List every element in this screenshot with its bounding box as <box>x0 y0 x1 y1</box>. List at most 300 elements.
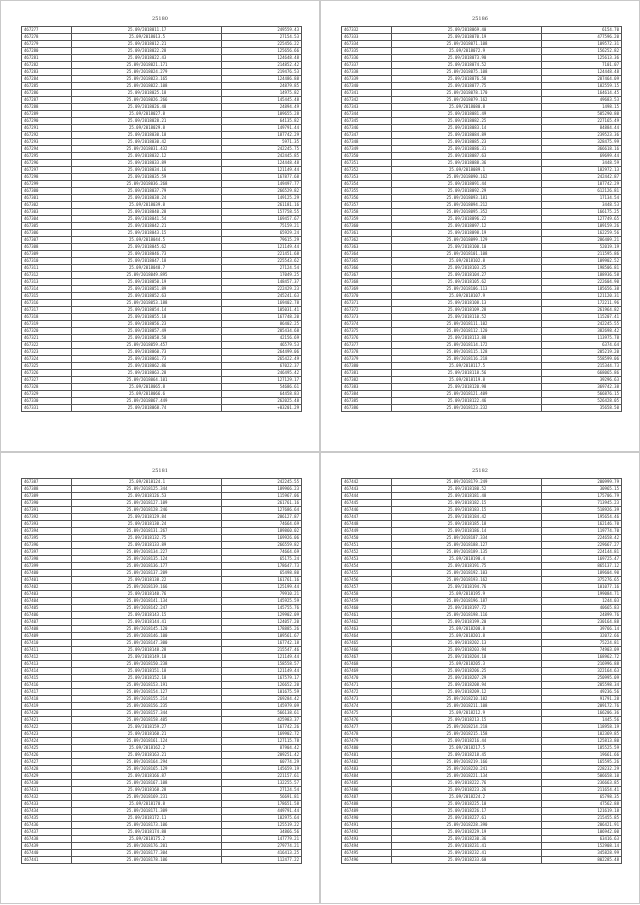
reference-cell: 25.09/2018058.58 <box>72 335 222 342</box>
amount-cell: 127749.65 <box>542 216 622 223</box>
amount-cell: 56691.81 <box>222 794 302 801</box>
record-id-cell: 467441 <box>22 857 72 864</box>
record-id-cell: 467401 <box>22 577 72 584</box>
reference-cell: 25.09/2018233.60 <box>392 857 542 864</box>
table-row <box>22 286 302 293</box>
table-row <box>342 717 622 724</box>
record-id-cell: 467377 <box>342 342 392 349</box>
reference-cell: 25.09/2018209.12 <box>392 689 542 696</box>
record-id-cell: 467420 <box>22 710 72 717</box>
reference-cell: 25.09/2018218.45 <box>392 752 542 759</box>
reference-cell: 25.09/2018057.49 <box>72 328 222 335</box>
table-row <box>22 279 302 286</box>
table-row <box>342 76 622 83</box>
record-id-cell: 467344 <box>342 111 392 118</box>
reference-cell: 25.09/2018128.246 <box>72 507 222 514</box>
reference-cell: 25.09/2018191.75 <box>392 563 542 570</box>
amount-cell: 449791.44 <box>222 808 302 815</box>
table-row <box>342 612 622 619</box>
table-row <box>22 787 302 794</box>
record-id-cell: 467493 <box>342 836 392 843</box>
record-id-cell: 467365 <box>342 258 392 265</box>
table-row <box>22 479 302 486</box>
reference-cell: 25.09/2018125.344 <box>72 486 222 493</box>
table-row <box>22 542 302 549</box>
reference-cell: 25.09/2018172.11 <box>72 815 222 822</box>
table-row <box>22 202 302 209</box>
table-row <box>342 493 622 500</box>
table-row <box>22 356 302 363</box>
table-row <box>22 293 302 300</box>
amount-cell: 39766.14 <box>542 626 622 633</box>
amount-cell: 164614.45 <box>542 90 622 97</box>
table-row <box>22 717 302 724</box>
table-row <box>22 167 302 174</box>
reference-cell: 25.09/2018186.14 <box>392 528 542 535</box>
table-row <box>342 591 622 598</box>
record-id-cell: 467343 <box>342 104 392 111</box>
reference-cell: 25.09/2018120.98 <box>392 384 542 391</box>
record-id-cell: 467468 <box>342 661 392 668</box>
record-id-cell: 467286 <box>22 90 72 97</box>
table-row <box>22 759 302 766</box>
record-id-cell: 467304 <box>22 216 72 223</box>
reference-cell: 25.09/2018159.27 <box>72 724 222 731</box>
amount-cell: 369742.38 <box>542 384 622 391</box>
table-row <box>22 34 302 41</box>
amount-cell: 127129.17 <box>222 377 302 384</box>
record-id-cell: 467352 <box>342 167 392 174</box>
record-id-cell: 467470 <box>342 675 392 682</box>
reference-cell: 25.09/2018162.2 <box>72 745 222 752</box>
amount-cell: 149497.77 <box>222 181 302 188</box>
table-row <box>22 111 302 118</box>
record-table <box>21 26 302 412</box>
reference-cell: 25.09/2018075.108 <box>392 69 542 76</box>
record-id-cell: 467303 <box>22 209 72 216</box>
table-row <box>342 405 622 412</box>
record-id-cell: 467311 <box>22 265 72 272</box>
record-id-cell: 467402 <box>22 584 72 591</box>
table-row <box>342 738 622 745</box>
reference-cell: 25.09/2018181.48 <box>392 493 542 500</box>
table-row <box>342 626 622 633</box>
record-id-cell: 467408 <box>22 626 72 633</box>
record-id-cell: 467358 <box>342 209 392 216</box>
record-id-cell: 467296 <box>22 160 72 167</box>
record-id-cell: 467345 <box>342 118 392 125</box>
table-row <box>342 174 622 181</box>
table-row <box>22 363 302 370</box>
reference-cell: 25.09/2018208.94 <box>392 682 542 689</box>
reference-cell: 25.09/2018061.73 <box>72 356 222 363</box>
table-row <box>342 139 622 146</box>
amount-cell: 49236.56 <box>542 689 622 696</box>
table-row <box>22 146 302 153</box>
table-row <box>22 703 302 710</box>
reference-cell: 25.09/2018062.86 <box>72 363 222 370</box>
page-number: 25181 <box>152 468 168 474</box>
table-row <box>342 724 622 731</box>
record-id-cell: 467369 <box>342 286 392 293</box>
amount-cell: 169902.72 <box>222 731 302 738</box>
record-id-cell: 467289 <box>22 111 72 118</box>
amount-cell: 261761.16 <box>222 500 302 507</box>
record-id-cell: 467392 <box>22 514 72 521</box>
record-id-cell: 467372 <box>342 307 392 314</box>
reference-cell: 25.09/2018225.10 <box>392 801 542 808</box>
reference-cell: 25.09/2018023.165 <box>72 76 222 83</box>
amount-cell: 265422.49 <box>222 356 302 363</box>
record-table <box>341 478 622 864</box>
table-row <box>342 619 622 626</box>
reference-cell: 25.09/2018153.191 <box>72 682 222 689</box>
reference-cell: 25.09/2018031.432 <box>72 146 222 153</box>
reference-cell: 25.09/2018086.31 <box>392 146 542 153</box>
amount-cell: 219476.53 <box>222 69 302 76</box>
record-id-cell: 467329 <box>22 391 72 398</box>
record-id-cell: 467466 <box>342 647 392 654</box>
record-id-cell: 467353 <box>342 174 392 181</box>
reference-cell: 25.09/2018072.9 <box>392 48 542 55</box>
amount-cell: 506658.10 <box>542 773 622 780</box>
table-row <box>22 118 302 125</box>
record-id-cell: 467453 <box>342 556 392 563</box>
record-id-cell: 467278 <box>22 34 72 41</box>
amount-cell: 375276.65 <box>542 577 622 584</box>
amount-cell: 182972.13 <box>542 167 622 174</box>
record-id-cell: 467386 <box>342 405 392 412</box>
table-row <box>342 682 622 689</box>
record-id-cell: 467484 <box>342 773 392 780</box>
reference-cell: 25.09/2018158.405 <box>72 717 222 724</box>
reference-cell: 25.09/2018138.22 <box>72 577 222 584</box>
record-id-cell: 467449 <box>342 528 392 535</box>
reference-cell: 25.09/2018116.218 <box>392 356 542 363</box>
record-id-cell: 467373 <box>342 314 392 321</box>
table-row <box>342 759 622 766</box>
table-row <box>22 731 302 738</box>
table-row <box>22 563 302 570</box>
reference-cell: 25.09/2018193.162 <box>392 577 542 584</box>
reference-cell: 25.09/2018196.187 <box>392 598 542 605</box>
amount-cell: 188936.58 <box>542 272 622 279</box>
reference-cell: 25.09/2018232.41 <box>392 850 542 857</box>
reference-cell: 25.09/2018136.177 <box>72 563 222 570</box>
table-row <box>22 710 302 717</box>
amount-cell: 185656.38 <box>542 286 622 293</box>
table-row <box>22 843 302 850</box>
table-row <box>22 654 302 661</box>
record-id-cell: 467431 <box>22 787 72 794</box>
amount-cell: 109159.26 <box>542 223 622 230</box>
amount-cell: 185525.59 <box>542 745 622 752</box>
record-id-cell: 467383 <box>342 384 392 391</box>
record-id-cell: 467486 <box>342 787 392 794</box>
table-row <box>342 195 622 202</box>
table-row <box>342 773 622 780</box>
record-id-cell: 467317 <box>22 307 72 314</box>
table-row <box>22 682 302 689</box>
amount-cell: 109572.31 <box>542 41 622 48</box>
table-row <box>342 710 622 717</box>
reference-cell: 25.09/2018105.62 <box>392 279 542 286</box>
record-id-cell: 467299 <box>22 181 72 188</box>
table-row <box>22 640 302 647</box>
record-id-cell: 467487 <box>342 794 392 801</box>
reference-cell: 25.09/2018111.102 <box>392 321 542 328</box>
record-id-cell: 467349 <box>342 146 392 153</box>
table-row <box>22 857 302 864</box>
reference-cell: 25.09/2018219.166 <box>392 759 542 766</box>
table-row <box>22 486 302 493</box>
page-bottom-left <box>0 452 320 904</box>
table-row <box>22 153 302 160</box>
reference-cell: 25.09/2018201.8 <box>392 633 542 640</box>
table-row <box>22 766 302 773</box>
table-row <box>342 486 622 493</box>
table-row <box>342 766 622 773</box>
table-row <box>342 286 622 293</box>
amount-cell: 229667.27 <box>542 542 622 549</box>
table-row <box>22 41 302 48</box>
reference-cell: 25.09/2018203.94 <box>392 647 542 654</box>
reference-cell: 25.09/2018100.10 <box>392 244 542 251</box>
reference-cell: 25.09/2018043.15 <box>72 230 222 237</box>
reference-cell: 25.09/2018065.8 <box>72 384 222 391</box>
reference-cell: 25.09/2018089.1 <box>392 167 542 174</box>
table-row <box>22 405 302 412</box>
table-row <box>22 500 302 507</box>
table-row <box>342 202 622 209</box>
amount-cell: 224658.42 <box>542 535 622 542</box>
reference-cell: 25.09/2018170.8 <box>72 801 222 808</box>
reference-cell: 25.09/2018214.218 <box>392 724 542 731</box>
reference-cell: 25.09/2018053.188 <box>72 300 222 307</box>
page-number: 25182 <box>472 468 488 474</box>
record-id-cell: 467494 <box>342 843 392 850</box>
record-id-cell: 467474 <box>342 703 392 710</box>
amount-cell: 505290.80 <box>542 111 622 118</box>
record-id-cell: 467467 <box>342 654 392 661</box>
table-row <box>342 570 622 577</box>
amount-cell: 169402.78 <box>222 300 302 307</box>
record-id-cell: 467454 <box>342 563 392 570</box>
amount-cell: 366618.16 <box>542 146 622 153</box>
record-id-cell: 467350 <box>342 153 392 160</box>
amount-cell: 269284.42 <box>222 696 302 703</box>
reference-cell: 25.09/2018185.18 <box>392 521 542 528</box>
reference-cell: 25.09/2018044.5 <box>72 237 222 244</box>
amount-cell: 668065.86 <box>542 370 622 377</box>
reference-cell: 25.09/2018130.24 <box>72 521 222 528</box>
table-row <box>22 216 302 223</box>
record-id-cell: 467351 <box>342 160 392 167</box>
amount-cell: 49683.53 <box>542 97 622 104</box>
record-id-cell: 467460 <box>342 605 392 612</box>
table-row <box>22 619 302 626</box>
record-id-cell: 467463 <box>342 626 392 633</box>
record-id-cell: 467421 <box>22 717 72 724</box>
table-row <box>342 801 622 808</box>
record-id-cell: 467348 <box>342 139 392 146</box>
table-row <box>22 342 302 349</box>
amount-cell: 7101.07 <box>542 62 622 69</box>
amount-cell: 189860.02 <box>222 528 302 535</box>
table-row <box>22 188 302 195</box>
reference-cell: 25.09/2018032.12 <box>72 153 222 160</box>
amount-cell: 65498.80 <box>222 570 302 577</box>
reference-cell: 25.09/2018154.127 <box>72 689 222 696</box>
amount-cell: 225456.22 <box>222 41 302 48</box>
record-id-cell: 467409 <box>22 633 72 640</box>
amount-cell: 187742.29 <box>222 132 302 139</box>
record-id-cell: 467342 <box>342 97 392 104</box>
record-id-cell: 467334 <box>342 41 392 48</box>
amount-cell: 107742.29 <box>542 181 622 188</box>
table-row <box>22 661 302 668</box>
record-id-cell: 467424 <box>22 738 72 745</box>
record-id-cell: 467282 <box>22 62 72 69</box>
amount-cell: 145659.19 <box>222 766 302 773</box>
table-row <box>22 195 302 202</box>
reference-cell: 25.09/2018200.8 <box>392 626 542 633</box>
reference-cell: 25.09/2018070.19 <box>392 34 542 41</box>
record-id-cell: 467430 <box>22 780 72 787</box>
record-id-cell: 467399 <box>22 563 72 570</box>
reference-cell: 25.09/2018034.16 <box>72 167 222 174</box>
reference-cell: 25.09/2018080.8 <box>392 104 542 111</box>
table-row <box>342 822 622 829</box>
reference-cell: 25.09/2018173.106 <box>72 822 222 829</box>
table-row <box>342 342 622 349</box>
table-row <box>22 90 302 97</box>
reference-cell: 25.09/2018097.12 <box>392 223 542 230</box>
amount-cell: 148457.37 <box>222 279 302 286</box>
amount-cell: 167742.26 <box>222 724 302 731</box>
amount-cell: 115967.06 <box>222 493 302 500</box>
reference-cell: 25.09/2018227.61 <box>392 815 542 822</box>
amount-cell: 84884.44 <box>542 125 622 132</box>
amount-cell: 167742.18 <box>222 640 302 647</box>
amount-cell: 518926.39 <box>542 507 622 514</box>
reference-cell: 25.09/2018030.42 <box>72 139 222 146</box>
table-row <box>22 223 302 230</box>
record-id-cell: 467298 <box>22 174 72 181</box>
record-id-cell: 467291 <box>22 125 72 132</box>
reference-cell: 25.09/2018229.19 <box>392 829 542 836</box>
table-row <box>342 118 622 125</box>
reference-cell: 25.09/2018073.90 <box>392 55 542 62</box>
reference-cell: 25.09/2018060.73 <box>72 349 222 356</box>
record-id-cell: 467406 <box>22 612 72 619</box>
page-number: 25180 <box>152 16 168 22</box>
record-id-cell: 467440 <box>22 850 72 857</box>
reference-cell: 25.09/2018013.5 <box>72 34 222 41</box>
reference-cell: 25.09/2018164.294 <box>72 759 222 766</box>
reference-cell: 25.09/2018132.75 <box>72 535 222 542</box>
amount-cell: 27124.54 <box>222 265 302 272</box>
record-id-cell: 467489 <box>342 808 392 815</box>
record-id-cell: 467435 <box>22 815 72 822</box>
reference-cell: 25.09/2018054.14 <box>72 307 222 314</box>
table-row <box>342 815 622 822</box>
reference-cell: 25.09/2018085.23 <box>392 139 542 146</box>
amount-cell: 169725.47 <box>542 556 622 563</box>
table-row <box>342 598 622 605</box>
amount-cell: 242245.55 <box>222 479 302 486</box>
record-id-cell: 467379 <box>342 356 392 363</box>
table-row <box>22 696 302 703</box>
table-row <box>342 272 622 279</box>
table-row <box>342 521 622 528</box>
reference-cell: 25.09/2018067.449 <box>72 398 222 405</box>
record-id-cell: 467309 <box>22 251 72 258</box>
table-row <box>22 335 302 342</box>
reference-cell: 25.09/2018098.19 <box>392 230 542 237</box>
table-row <box>342 62 622 69</box>
reference-cell: 25.09/2018113.88 <box>392 335 542 342</box>
record-id-cell: 467330 <box>22 398 72 405</box>
amount-cell: 3448.59 <box>542 160 622 167</box>
page-top-right <box>320 0 640 452</box>
reference-cell: 25.09/2018048.7 <box>72 265 222 272</box>
amount-cell: 239523.36 <box>542 132 622 139</box>
amount-cell: 162259.56 <box>542 230 622 237</box>
reference-cell: 25.09/2018123.232 <box>392 405 542 412</box>
amount-cell: 328475.99 <box>542 139 622 146</box>
reference-cell: 25.09/2018012.21 <box>72 41 222 48</box>
table-row <box>342 27 622 34</box>
table-row <box>342 153 622 160</box>
amount-cell: 102975.64 <box>222 815 302 822</box>
reference-cell: 25.09/2018129.84 <box>72 514 222 521</box>
amount-cell: 118958.19 <box>542 724 622 731</box>
table-row <box>342 167 622 174</box>
table-row <box>342 668 622 675</box>
record-id-cell: 467464 <box>342 633 392 640</box>
table-row <box>342 752 622 759</box>
record-id-cell: 467313 <box>22 279 72 286</box>
record-id-cell: 467413 <box>22 661 72 668</box>
record-id-cell: 467465 <box>342 640 392 647</box>
reference-cell: 25.09/2018231.41 <box>392 843 542 850</box>
table-row <box>22 745 302 752</box>
table-row <box>22 160 302 167</box>
record-table <box>341 26 622 412</box>
table-row <box>22 773 302 780</box>
record-id-cell: 467336 <box>342 55 392 62</box>
table-row <box>342 654 622 661</box>
record-id-cell: 467422 <box>22 724 72 731</box>
amount-cell: 169457.67 <box>222 216 302 223</box>
amount-cell: 105031.41 <box>222 307 302 314</box>
table-row <box>342 356 622 363</box>
table-row <box>342 279 622 286</box>
amount-cell: 34866.56 <box>222 829 302 836</box>
table-row <box>342 696 622 703</box>
amount-cell: 242245.75 <box>222 146 302 153</box>
record-id-cell: 467390 <box>22 500 72 507</box>
table-row <box>342 370 622 377</box>
table-row <box>22 398 302 405</box>
amount-cell: 125613.36 <box>542 55 622 62</box>
record-id-cell: 467477 <box>342 724 392 731</box>
amount-cell: 425983.37 <box>222 717 302 724</box>
table-row <box>342 237 622 244</box>
amount-cell: 161761.16 <box>222 577 302 584</box>
record-id-cell: 467297 <box>22 167 72 174</box>
